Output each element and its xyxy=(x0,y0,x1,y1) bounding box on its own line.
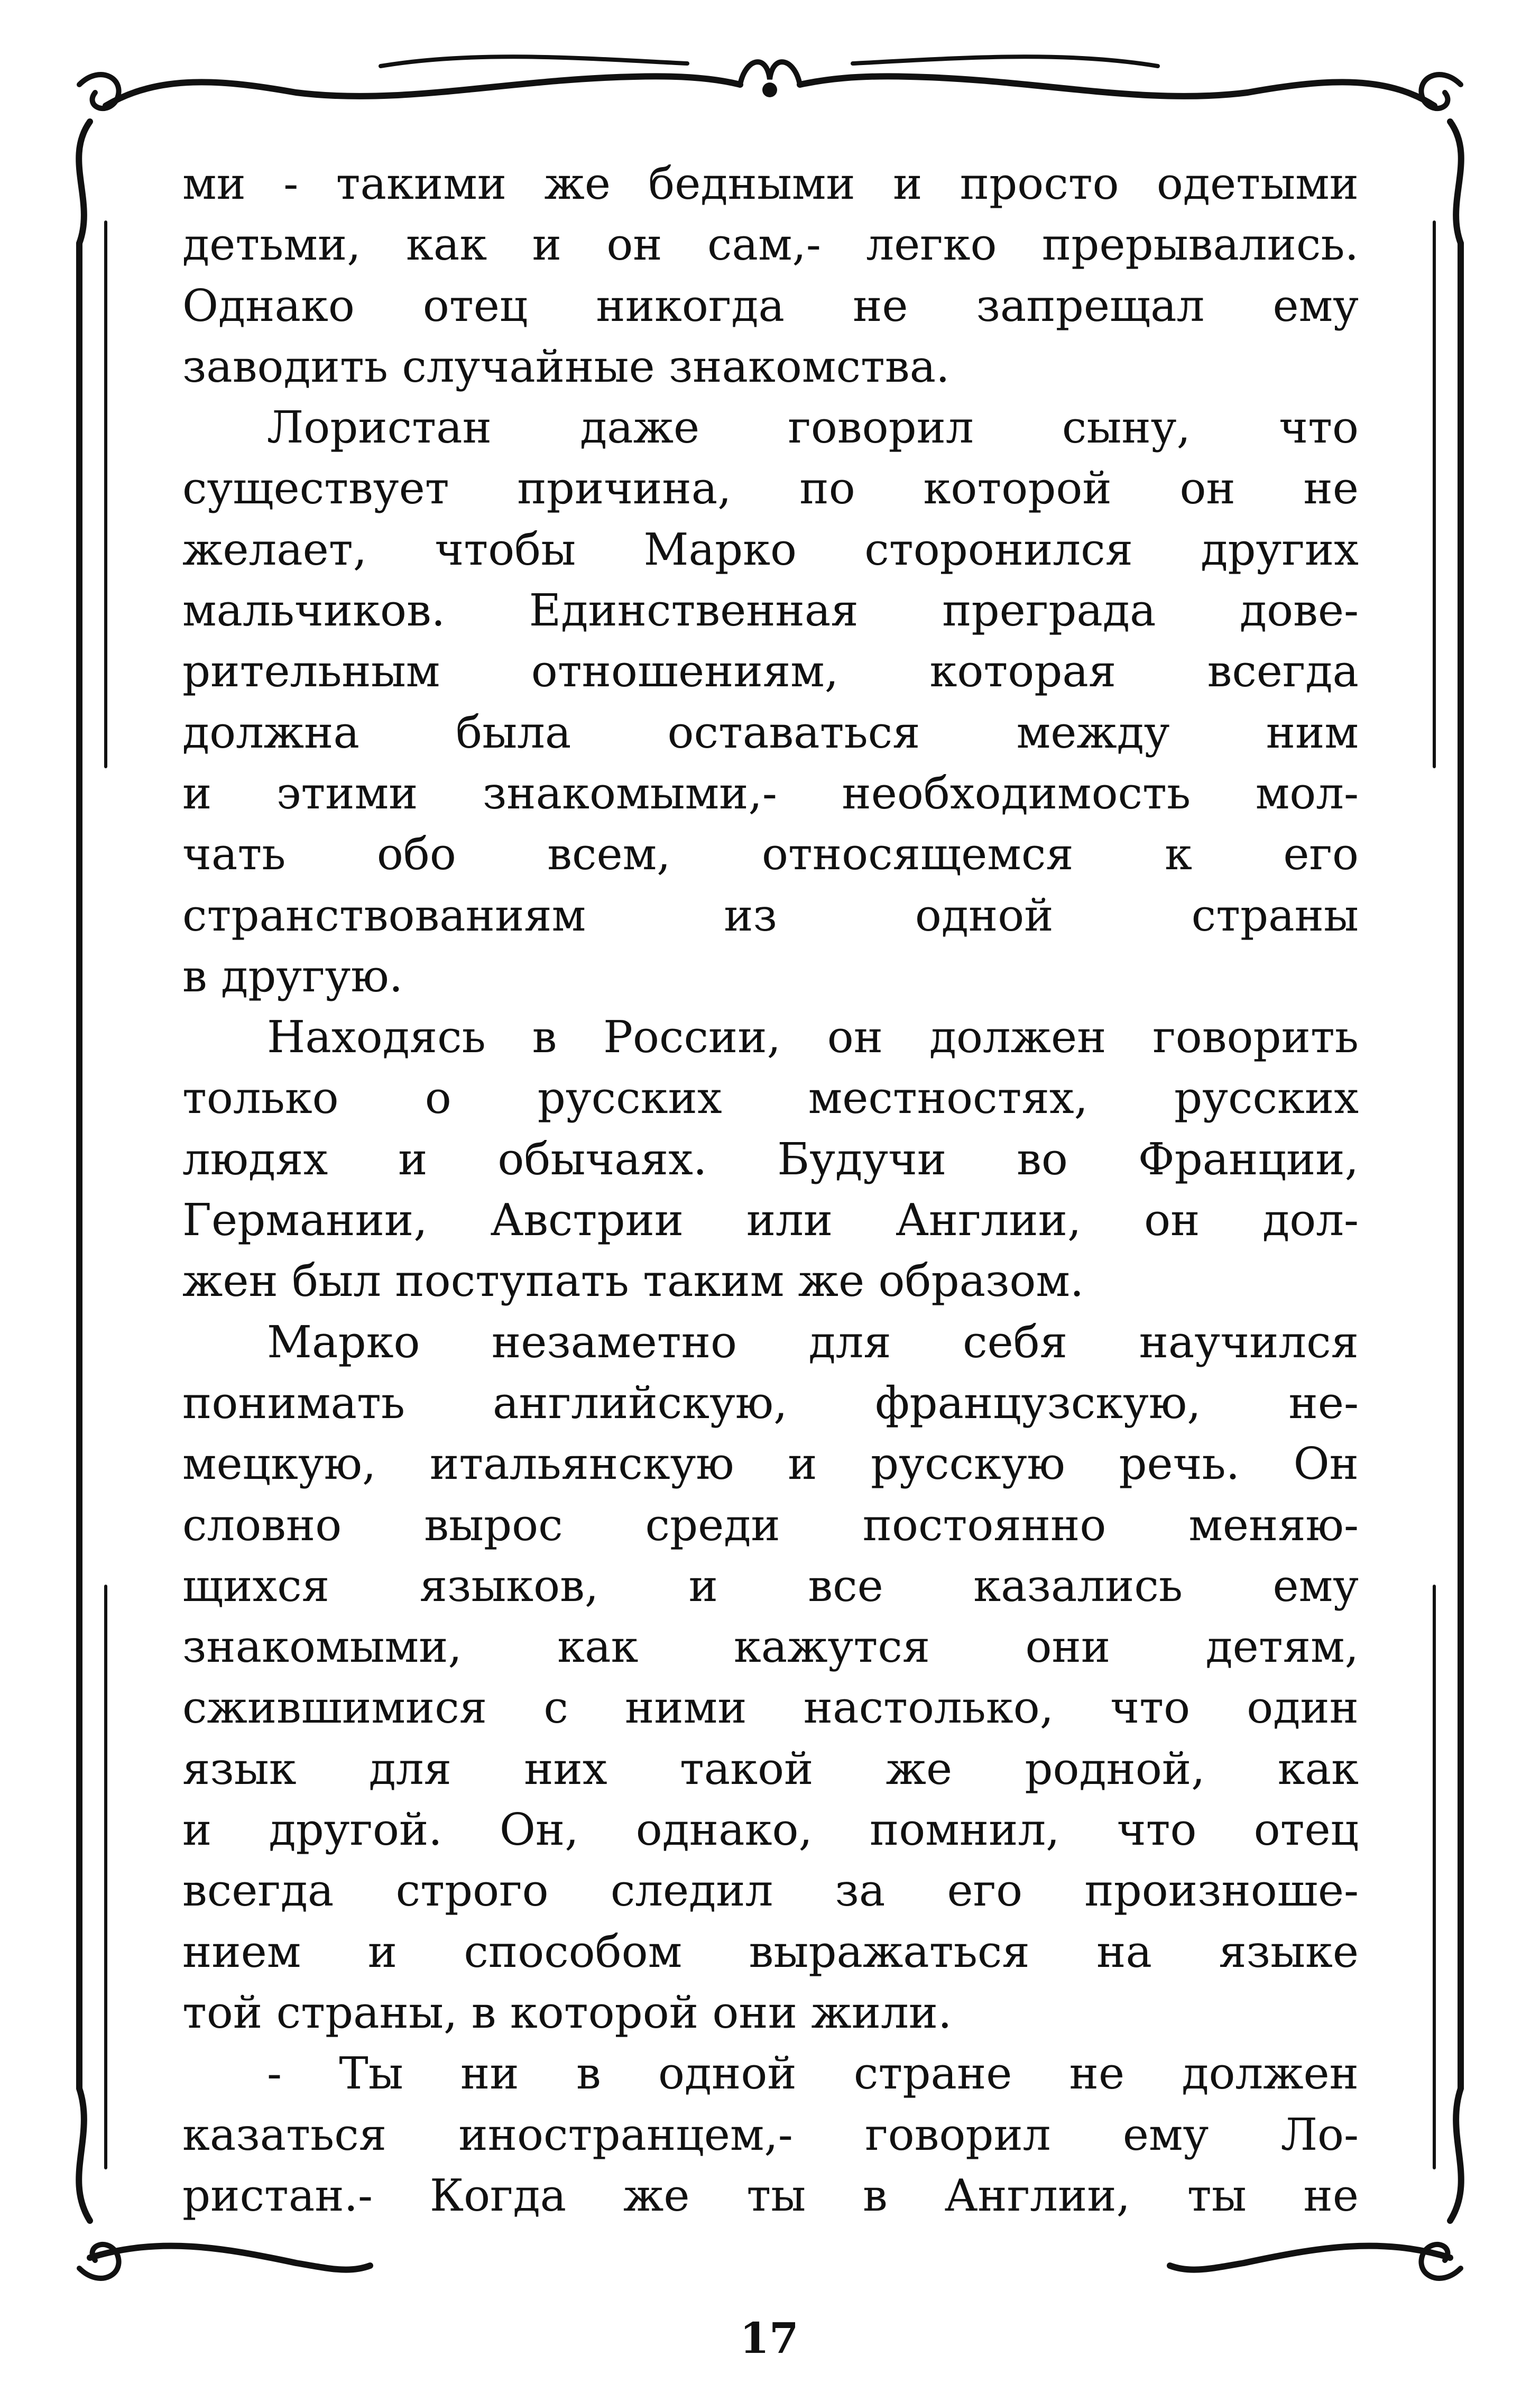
text-line: существует причина, по которой он не xyxy=(182,463,1359,514)
text-line: чать обо всем, относящемся к его xyxy=(182,829,1359,880)
text-line: той страны, в которой они жили. xyxy=(182,1986,952,2038)
text-line: только о русских местностях, русских xyxy=(182,1072,1359,1124)
text-line: должна была оставаться между ним xyxy=(182,706,1359,758)
text-line: ристан.- Когда же ты в Англии, ты не xyxy=(182,2169,1359,2221)
text-line: Находясь в России, он должен говорить xyxy=(267,1011,1359,1063)
text-line: в другую. xyxy=(182,950,403,1002)
text-line: понимать английскую, французскую, не- xyxy=(182,1377,1359,1429)
left-border-flourish xyxy=(79,122,90,2221)
text-line: всегда строго следил за его произноше- xyxy=(182,1865,1359,1917)
text-line: сжившимися с ними настолько, что один xyxy=(182,1682,1359,1734)
bottom-left-flourish xyxy=(90,2246,370,2270)
text-line: Лористан даже говорил сыну, что xyxy=(267,402,1359,454)
text-line: Однако отец никогда не запрещал ему xyxy=(182,280,1359,332)
text-line: мальчиков. Единственная преграда дове- xyxy=(182,585,1359,637)
bottom-right-flourish xyxy=(1170,2246,1450,2270)
right-border-flourish xyxy=(1450,122,1461,2221)
text-line: и другой. Он, однако, помнил, что отец xyxy=(182,1804,1359,1856)
text-line: язык для них такой же родной, как xyxy=(182,1743,1359,1795)
text-line: казаться иностранцем,- говорил ему Ло- xyxy=(182,2109,1359,2160)
text-line: словно вырос среди постоянно меняю- xyxy=(182,1499,1359,1551)
text-line: - Ты ни в одной стране не должен xyxy=(267,2048,1359,2100)
text-line: людях и обычаях. Будучи во Франции, xyxy=(182,1133,1359,1185)
text-line: нием и способом выражаться на языке xyxy=(182,1926,1359,1977)
text-line: Марко незаметно для себя научился xyxy=(267,1316,1359,1368)
bottom-left-corner-ornament xyxy=(79,2244,119,2278)
text-line: щихся языков, и все казались ему xyxy=(182,1560,1359,1612)
text-line: жен был поступать таким же образом. xyxy=(182,1255,1084,1307)
text-line: желает, чтобы Марко сторонился других xyxy=(182,523,1359,575)
top-left-corner-ornament xyxy=(79,75,119,108)
text-line: заводить случайные знакомства. xyxy=(182,341,950,392)
bottom-right-corner-ornament xyxy=(1421,2244,1461,2278)
text-line: ми - такими же бедными и просто одетыми xyxy=(182,158,1359,209)
top-border-flourish xyxy=(106,76,740,106)
text-line: знакомыми, как кажутся они детям, xyxy=(182,1621,1359,1673)
top-right-corner-ornament xyxy=(1421,75,1461,108)
text-line: детьми, как и он сам,- легко прерывались. xyxy=(182,219,1359,271)
text-line: Германии, Австрии или Англии, он дол- xyxy=(182,1194,1359,1246)
top-center-ornament xyxy=(740,62,800,85)
text-line: мецкую, итальянскую и русскую речь. Он xyxy=(182,1438,1359,1490)
page-number: 17 xyxy=(740,2313,799,2363)
text-line: странствованиям из одной страны xyxy=(182,889,1359,941)
page-body-text xyxy=(182,153,1359,2226)
text-line: рительным отношениям, которая всегда xyxy=(182,646,1359,697)
text-line: и этими знакомыми,- необходимость мол- xyxy=(182,767,1359,819)
